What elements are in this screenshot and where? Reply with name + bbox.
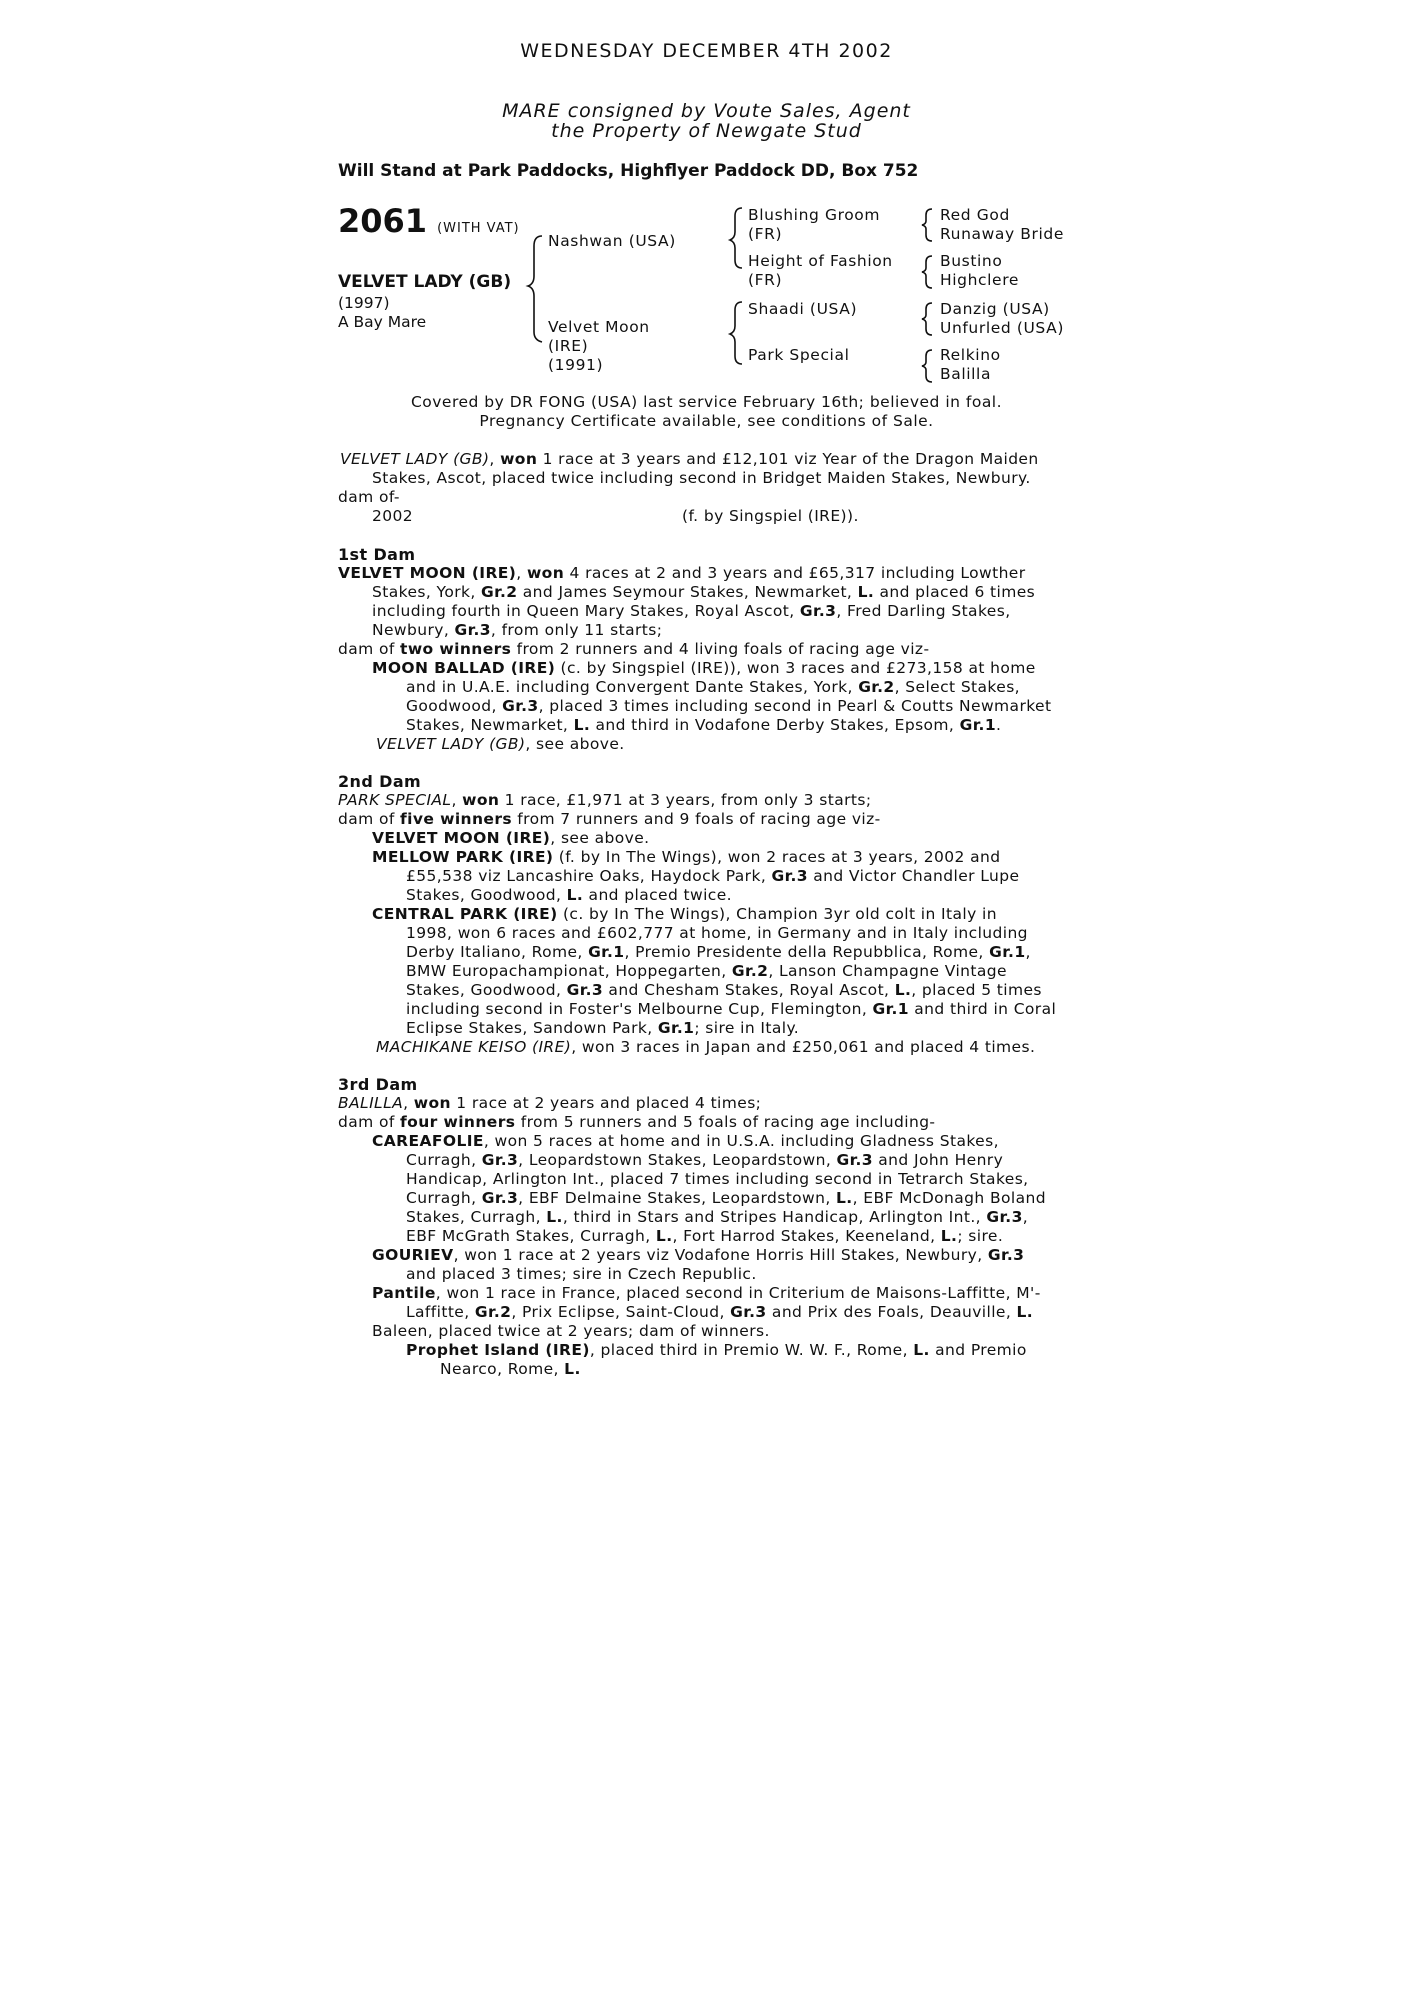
second-dam-heading: 2nd Dam bbox=[338, 772, 422, 791]
machikane-keiso-line: MACHIKANE KEISO (IRE), won 3 races in Japan and £250,061 and placed 4 times. bbox=[376, 1038, 1036, 1056]
sire-dam-origin: (FR) bbox=[748, 271, 783, 289]
central-park-line-7: Eclipse Stakes, Sandown Park, Gr.1; sire in Italy. bbox=[406, 1019, 800, 1037]
g-sire-sire-dam: Runaway Bride bbox=[940, 225, 1064, 243]
first-dam-heading: 1st Dam bbox=[338, 545, 416, 564]
careafolie-line-5: Stakes, Curragh, L., third in Stars and Stripes Handicap, Arlington Int., Gr.3, bbox=[406, 1208, 1029, 1226]
intro-foal-desc: (f. by Singspiel (IRE)). bbox=[682, 507, 859, 525]
sire-sire-origin: (FR) bbox=[748, 225, 783, 243]
first-dam-line-3: including fourth in Queen Mary Stakes, Royal Ascot, Gr.3, Fred Darling Stakes, bbox=[372, 602, 1011, 620]
pedigree-bracket-3 bbox=[922, 302, 934, 336]
dam-dam-name: Park Special bbox=[748, 346, 850, 364]
pedigree-bracket-1 bbox=[922, 208, 934, 242]
intro-foal-year: 2002 bbox=[372, 507, 414, 525]
gouriev-line-1: GOURIEV, won 1 race at 2 years viz Vodafone Horris Hill Stakes, Newbury, Gr.3 bbox=[372, 1246, 1025, 1264]
mellow-park-line-1: MELLOW PARK (IRE) (f. by In The Wings), won 2 races at 3 years, 2002 and bbox=[372, 848, 1001, 866]
pantile-line-2: Laffitte, Gr.2, Prix Eclipse, Saint-Cloud, Gr.3 and Prix des Foals, Deauville, L. bbox=[406, 1303, 1034, 1321]
baleen-line: Baleen, placed twice at 2 years; dam of winners. bbox=[372, 1322, 770, 1340]
careafolie-line-4: Curragh, Gr.3, EBF Delmaine Stakes, Leopardstown, L., EBF McDonagh Boland bbox=[406, 1189, 1046, 1207]
horse-name: VELVET LADY (GB) bbox=[338, 272, 512, 292]
g-sire-dam-sire: Bustino bbox=[940, 252, 1003, 270]
central-park-line-1: CENTRAL PARK (IRE) (c. by In The Wings), Champion 3yr old colt in Italy in bbox=[372, 905, 997, 923]
dam-year: (1991) bbox=[548, 356, 604, 374]
moon-ballad-line-3: Goodwood, Gr.3, placed 3 times including second in Pearl & Coutts Newmarket bbox=[406, 697, 1052, 715]
third-dam-produce: dam of four winners from 5 runners and 5 foals of racing age including- bbox=[338, 1113, 936, 1131]
consignment-line-2: the Property of Newgate Stud bbox=[551, 120, 862, 142]
third-dam-heading: 3rd Dam bbox=[338, 1075, 418, 1094]
sire-dam-name: Height of Fashion bbox=[748, 252, 893, 270]
pedigree-bracket-dam bbox=[730, 300, 744, 366]
g-dam-sire-sire: Danzig (USA) bbox=[940, 300, 1050, 318]
moon-ballad-line-1: MOON BALLAD (IRE) (c. by Singspiel (IRE)), won 3 races and £273,158 at home bbox=[372, 659, 1036, 677]
velvet-lady-ref: VELVET LADY (GB), see above. bbox=[376, 735, 625, 753]
dam-origin: (IRE) bbox=[548, 337, 589, 355]
central-park-line-6: including second in Foster's Melbourne Cup, Flemington, Gr.1 and third in Coral bbox=[406, 1000, 1057, 1018]
velvet-moon-ref: VELVET MOON (IRE), see above. bbox=[372, 829, 650, 847]
cover-note-1: Covered by DR FONG (USA) last service February 16th; believed in foal. bbox=[410, 393, 1003, 411]
moon-ballad-line-2: and in U.A.E. including Convergent Dante Stakes, York, Gr.2, Select Stakes, bbox=[406, 678, 1020, 696]
pedigree-bracket-sire bbox=[730, 206, 744, 270]
g-dam-dam-dam: Balilla bbox=[940, 365, 992, 383]
mellow-park-line-2: £55,538 viz Lancashire Oaks, Haydock Park, Gr.3 and Victor Chandler Lupe bbox=[406, 867, 1020, 885]
intro-line-2: Stakes, Ascot, placed twice including second in Bridget Maiden Stakes, Newbury. bbox=[372, 469, 1031, 487]
pedigree-bracket-4 bbox=[922, 349, 934, 383]
consignment-line-1: MARE consigned by Voute Sales, Agent bbox=[502, 100, 911, 122]
first-dam-produce: dam of two winners from 2 runners and 4 living foals of racing age viz- bbox=[338, 640, 930, 658]
g-dam-dam-sire: Relkino bbox=[940, 346, 1001, 364]
sire-sire-name: Blushing Groom bbox=[748, 206, 881, 224]
sale-date: WEDNESDAY DECEMBER 4TH 2002 bbox=[520, 40, 893, 62]
first-dam-line-2: Stakes, York, Gr.2 and James Seymour Stakes, Newmarket, L. and placed 6 times bbox=[372, 583, 1036, 601]
g-sire-sire-sire: Red God bbox=[940, 206, 1010, 224]
vat-note: (WITH VAT) bbox=[437, 221, 520, 236]
intro-line-1: VELVET LADY (GB), won 1 race at 3 years and £12,101 viz Year of the Dragon Maiden bbox=[340, 450, 1039, 468]
first-dam-line-1: VELVET MOON (IRE), won 4 races at 2 and 3 years and £65,317 including Lowther bbox=[338, 564, 1026, 582]
central-park-line-3: Derby Italiano, Rome, Gr.1, Premio Presidente della Repubblica, Rome, Gr.1, bbox=[406, 943, 1031, 961]
third-dam-line-1: BALILLA, won 1 race at 2 years and placed 4 times; bbox=[338, 1094, 762, 1112]
pantile-line-1: Pantile, won 1 race in France, placed second in Criterium de Maisons-Laffitte, M'- bbox=[372, 1284, 1041, 1302]
prophet-island-line-2: Nearco, Rome, L. bbox=[440, 1360, 581, 1378]
intro-line-3: dam of- bbox=[338, 488, 400, 506]
mellow-park-line-3: Stakes, Goodwood, L. and placed twice. bbox=[406, 886, 732, 904]
sire-name: Nashwan (USA) bbox=[548, 232, 676, 250]
lot-heading bbox=[338, 202, 520, 240]
central-park-line-5: Stakes, Goodwood, Gr.3 and Chesham Stakes, Royal Ascot, L., placed 5 times bbox=[406, 981, 1042, 999]
pedigree-bracket-2 bbox=[922, 255, 934, 289]
gouriev-line-2: and placed 3 times; sire in Czech Republic. bbox=[406, 1265, 757, 1283]
g-dam-sire-dam: Unfurled (USA) bbox=[940, 319, 1064, 337]
careafolie-line-3: Handicap, Arlington Int., placed 7 times including second in Tetrarch Stakes, bbox=[406, 1170, 1029, 1188]
stand-location: Will Stand at Park Paddocks, Highflyer Paddock DD, Box 752 bbox=[338, 161, 919, 181]
central-park-line-2: 1998, won 6 races and £602,777 at home, in Germany and in Italy including bbox=[406, 924, 1028, 942]
horse-year: (1997) bbox=[338, 294, 390, 312]
lot-number: 2061 bbox=[338, 202, 428, 240]
careafolie-line-2: Curragh, Gr.3, Leopardstown Stakes, Leopardstown, Gr.3 and John Henry bbox=[406, 1151, 1004, 1169]
second-dam-line-1: PARK SPECIAL, won 1 race, £1,971 at 3 years, from only 3 starts; bbox=[338, 791, 872, 809]
first-dam-line-4: Newbury, Gr.3, from only 11 starts; bbox=[372, 621, 663, 639]
central-park-line-4: BMW Europachampionat, Hoppegarten, Gr.2, Lanson Champagne Vintage bbox=[406, 962, 1007, 980]
dam-name: Velvet Moon bbox=[548, 318, 650, 336]
careafolie-line-6: EBF McGrath Stakes, Curragh, L., Fort Harrod Stakes, Keeneland, L.; sire. bbox=[406, 1227, 1004, 1245]
pedigree-bracket-main bbox=[528, 234, 544, 344]
dam-sire-name: Shaadi (USA) bbox=[748, 300, 858, 318]
careafolie-line-1: CAREAFOLIE, won 5 races at home and in U.S.A. including Gladness Stakes, bbox=[372, 1132, 999, 1150]
second-dam-produce: dam of five winners from 7 runners and 9 foals of racing age viz- bbox=[338, 810, 881, 828]
prophet-island-line-1: Prophet Island (IRE), placed third in Premio W. W. F., Rome, L. and Premio bbox=[406, 1341, 1027, 1359]
moon-ballad-line-4: Stakes, Newmarket, L. and third in Vodafone Derby Stakes, Epsom, Gr.1. bbox=[406, 716, 1002, 734]
g-sire-dam-dam: Highclere bbox=[940, 271, 1019, 289]
cover-note-2: Pregnancy Certificate available, see conditions of Sale. bbox=[479, 412, 934, 430]
horse-description: A Bay Mare bbox=[338, 313, 427, 331]
